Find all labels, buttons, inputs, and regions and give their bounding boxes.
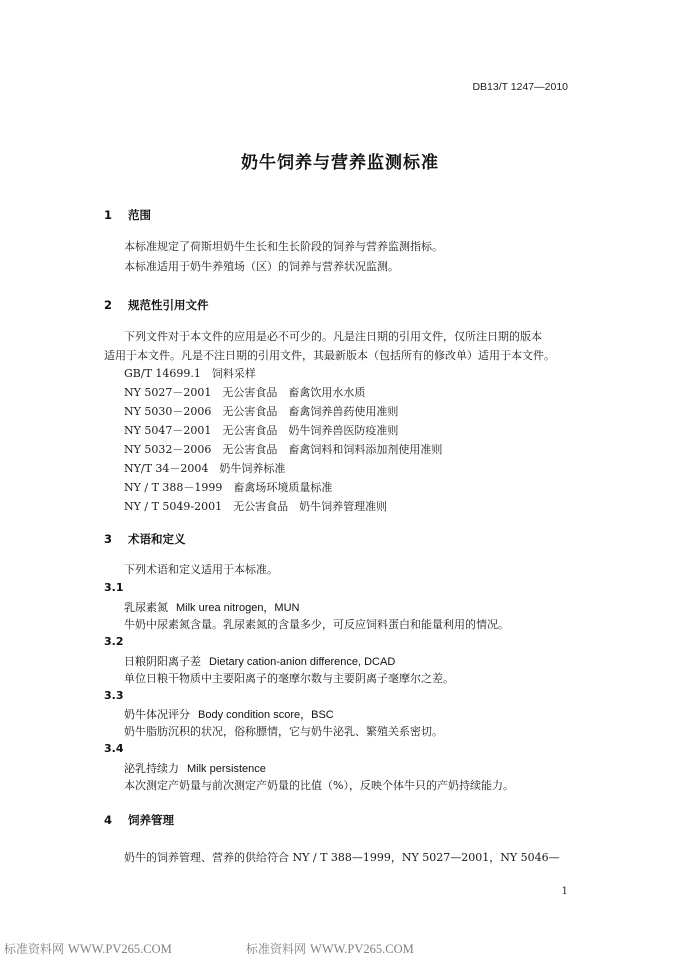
term-definition: 本次测定产奶量与前次测定产奶量的比值（%），反映个体牛只的产奶持续能力。 xyxy=(124,779,514,792)
reference-item: NY 5047－2001 无公害食品 奶牛饲养兽医防疫准则 xyxy=(124,424,399,437)
term-number: 3.3 xyxy=(104,689,124,702)
term-definition: 单位日粮干物质中主要阳离子的毫摩尔数与主要阴离子毫摩尔之差。 xyxy=(124,672,454,685)
term-cn: 泌乳持续力 xyxy=(124,762,179,775)
reference-item: NY/T 34－2004 奶牛饲养标准 xyxy=(124,462,286,475)
section-title: 饲养管理 xyxy=(128,813,174,827)
term-number: 3.2 xyxy=(104,635,124,648)
reference-item: NY / T 5049-2001 无公害食品 奶牛饲养管理准则 xyxy=(124,500,388,513)
section-title: 规范性引用文件 xyxy=(128,298,209,312)
section-title: 术语和定义 xyxy=(128,532,186,546)
section-heading-4 xyxy=(104,812,174,828)
term-en: Milk persistence xyxy=(187,763,266,775)
section-title: 范围 xyxy=(128,208,151,222)
term-en: Dietary cation-anion difference, DCAD xyxy=(209,656,396,668)
section-heading-3 xyxy=(104,531,186,547)
term-entry xyxy=(124,760,266,776)
watermark-label: 标准资料网 xyxy=(246,942,307,956)
reference-item: NY 5027－2001 无公害食品 畜禽饮用水水质 xyxy=(124,386,366,399)
watermark-label: 标准资料网 xyxy=(4,942,65,956)
section-heading-1 xyxy=(104,207,151,223)
standard-code: DB13/T 1247—2010 xyxy=(472,81,568,93)
term-entry xyxy=(124,706,334,722)
watermark xyxy=(246,940,414,957)
section-number: 3 xyxy=(104,532,113,546)
watermark-site: WWW.PV265.COM xyxy=(310,942,414,956)
term-en: Body condition score，BSC xyxy=(198,709,334,721)
paragraph: 本标准规定了荷斯坦奶牛生长和生长阶段的饲养与营养监测指标。 xyxy=(124,240,443,253)
reference-item: NY / T 388－1999 畜禽场环境质量标准 xyxy=(124,481,333,494)
term-entry xyxy=(124,653,395,669)
watermark xyxy=(4,940,172,957)
reference-item: NY 5030－2006 无公害食品 畜禽饲养兽药使用准则 xyxy=(124,405,399,418)
term-number: 3.4 xyxy=(104,742,124,755)
term-en: Milk urea nitrogen，MUN xyxy=(176,602,300,614)
term-cn: 日粮阴阳离子差 xyxy=(124,655,201,668)
term-cn: 奶牛体况评分 xyxy=(124,708,190,721)
term-entry xyxy=(124,599,299,615)
watermark-site: WWW.PV265.COM xyxy=(68,942,172,956)
paragraph: 本标准适用于奶牛养殖场（区）的饲养与营养状况监测。 xyxy=(124,260,399,273)
paragraph: 下列术语和定义适用于本标准。 xyxy=(124,563,278,576)
document-title: 奶牛饲养与营养监测标准 xyxy=(241,153,439,173)
page-number: 1 xyxy=(561,885,568,897)
paragraph: 下列文件对于本文件的应用是必不可少的。凡是注日期的引用文件，仅所注日期的版本 xyxy=(124,330,542,343)
term-cn: 乳尿素氮 xyxy=(124,601,168,614)
term-number: 3.1 xyxy=(104,581,124,594)
paragraph: 适用于本文件。凡是不注日期的引用文件，其最新版本（包括所有的修改单）适用于本文件。 xyxy=(104,349,555,362)
section-number: 2 xyxy=(104,298,113,312)
section-number: 4 xyxy=(104,813,113,827)
section-number: 1 xyxy=(104,208,113,222)
term-definition: 奶牛脂肪沉积的状况，俗称膘情，它与奶牛泌乳、繁殖关系密切。 xyxy=(124,725,443,738)
section-heading-2 xyxy=(104,297,209,313)
reference-item: GB/T 14699.1 饲料采样 xyxy=(124,367,256,380)
paragraph: 奶牛的饲养管理、营养的供给符合 NY / T 388—1999，NY 5027—2001，NY 5046— xyxy=(124,851,560,864)
term-definition: 牛奶中尿素氮含量。乳尿素氮的含量多少，可反应饲料蛋白和能量利用的情况。 xyxy=(124,618,509,631)
reference-item: NY 5032－2006 无公害食品 畜禽饲料和饲料添加剂使用准则 xyxy=(124,443,443,456)
